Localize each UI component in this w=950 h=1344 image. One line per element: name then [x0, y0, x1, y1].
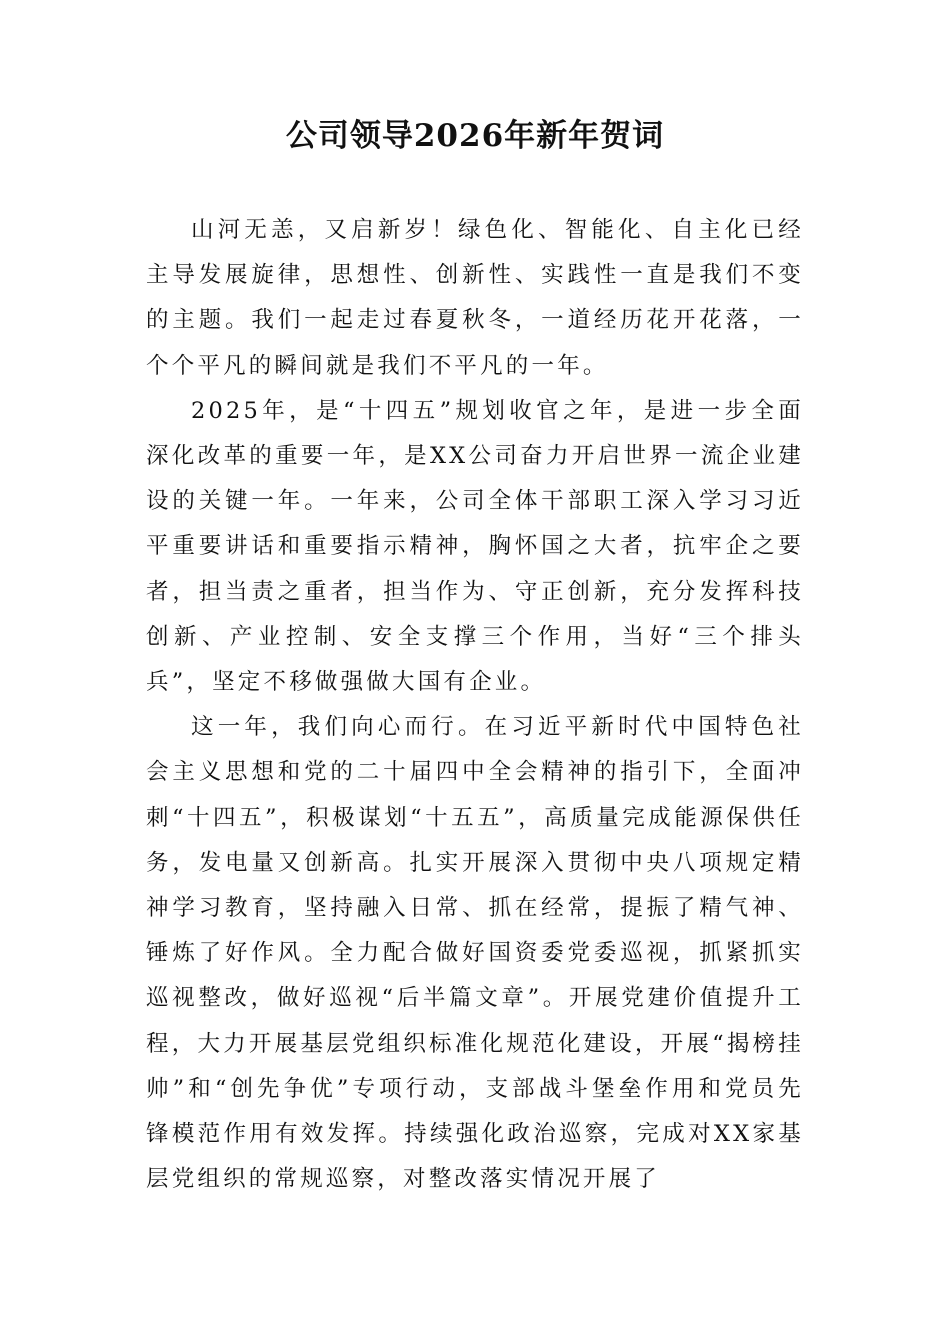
- document-title: 公司领导2026年新年贺词: [285, 118, 665, 154]
- document-body: [146, 208, 804, 1202]
- paragraph: 山河无恙，又启新岁！绿色化、智能化、自主化已经主导发展旋律，思想性、创新性、实践性一直是我们不变的主题。我们一起走过春夏秋冬，一道经历花开花落，一个个平凡的瞬间就是我们不平凡的一年。: [146, 217, 804, 379]
- paragraph: 2025年，是“十四五”规划收官之年，是进一步全面深化改革的重要一年，是XX公司奋力开启世界一流企业建设的关键一年。一年来，公司全体干部职工深入学习习近平重要讲话和重要指示精神，胸怀国之大者，抗牢企之要者，担当责之重者，担当作为、守正创新，充分发挥科技创新、产业控制、安全支撑三个作用，当好“三个排头兵”，坚定不移做强做大国有企业。: [146, 397, 804, 696]
- paragraph: 这一年，我们向心而行。在习近平新时代中国特色社会主义思想和党的二十届四中全会精神的指引下，全面冲刺“十四五”，积极谋划“十五五”，高质量完成能源保供任务，发电量又创新高。扎实开展深入贯彻中央八项规定精神学习教育，坚持融入日常、抓在经常，提振了精气神、锤炼了好作风。全力配合做好国资委党委巡视，抓紧抓实巡视整改，做好巡视“后半篇文章”。开展党建价值提升工程，大力开展基层党组织标准化规范化建设，开展“揭榜挂帅”和“创先争优”专项行动，支部战斗堡垒作用和党员先锋模范作用有效发挥。持续强化政治巡察，完成对XX家基层党组织的常规巡察，对整改落实情况开展了: [146, 714, 804, 1193]
